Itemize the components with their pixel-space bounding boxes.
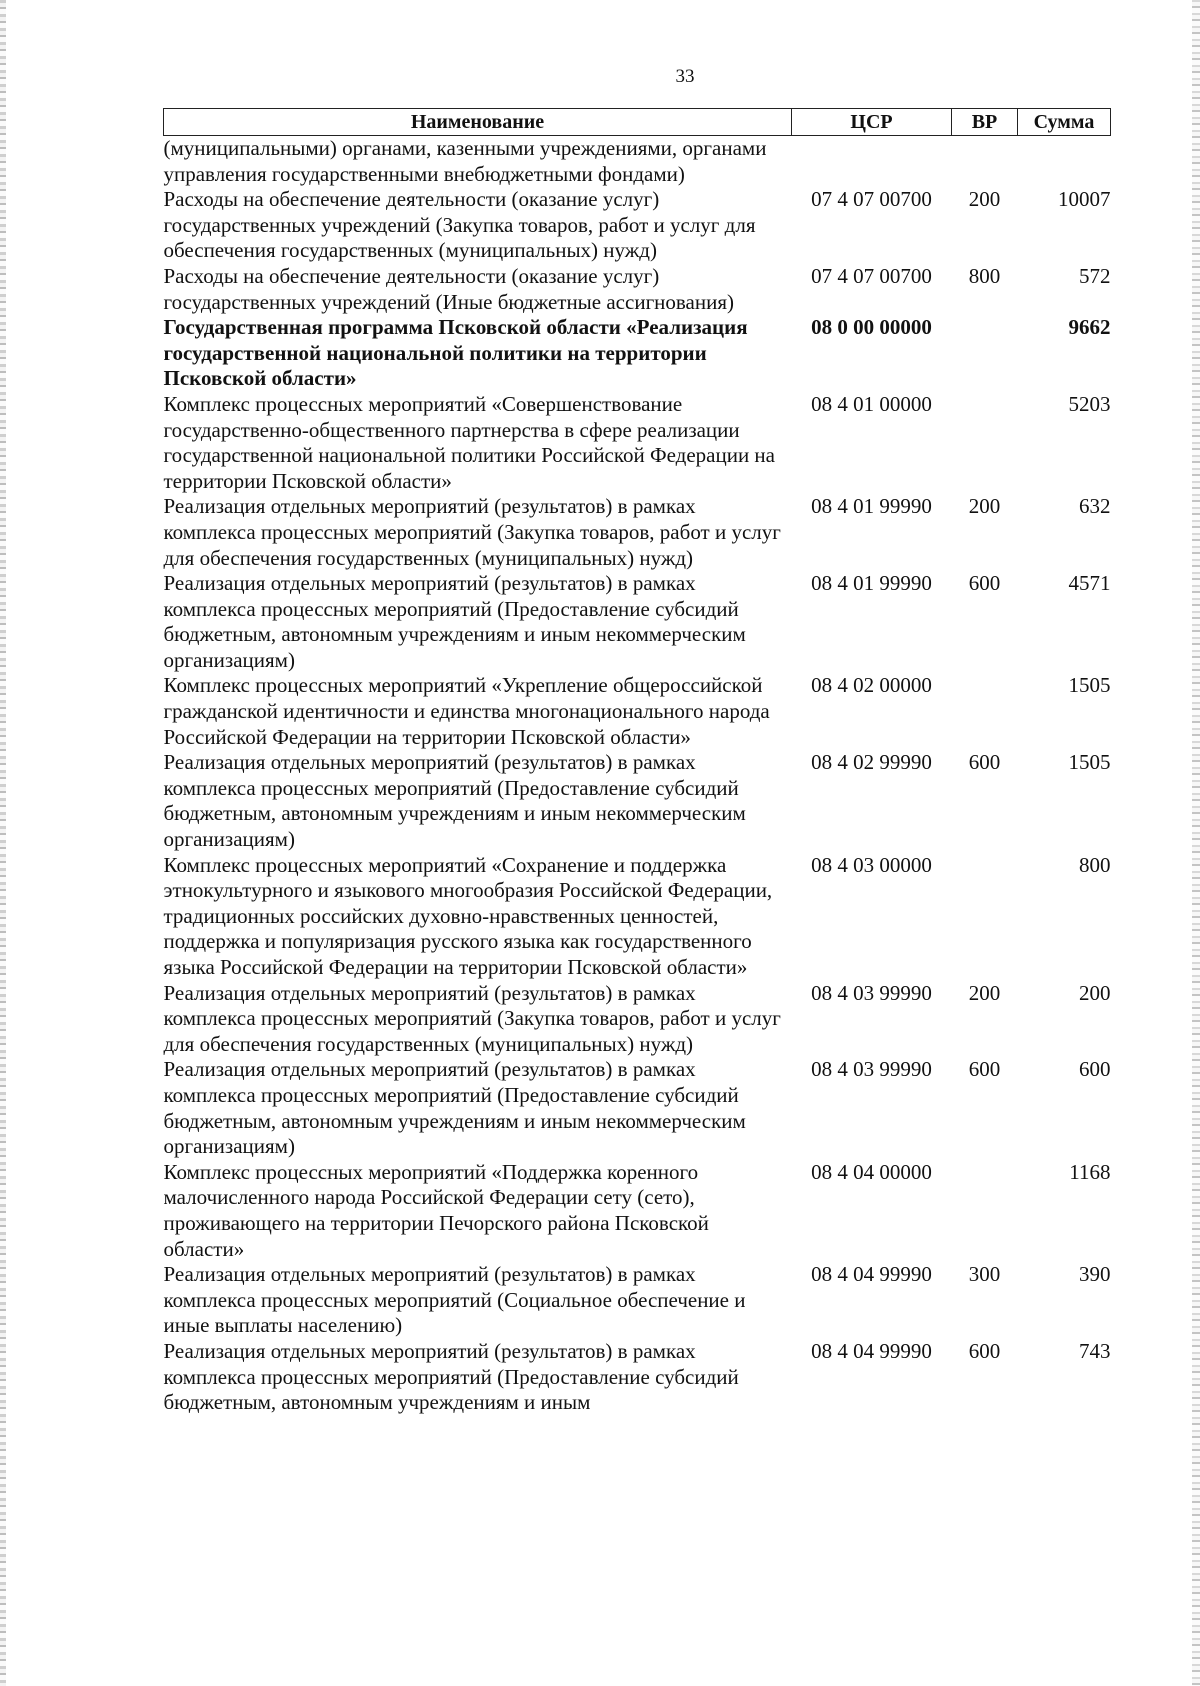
row-csr-cell: 08 4 03 99990 <box>811 1057 932 1082</box>
row-vr-cell <box>952 392 1018 494</box>
row-name-cell: Реализация отдельных мероприятий (результатов) в рамках комплекса процессных мероприятий (Закупка товаров, работ и услуг для обеспечения государственных (муниципальных) нужд) <box>163 494 781 570</box>
row-csr-cell: 08 4 04 99990 <box>811 1338 932 1363</box>
row-vr-cell: 200 <box>968 187 1001 212</box>
row-sum-cell: 200 <box>1079 980 1111 1005</box>
row-sum-cell: 390 <box>1079 1262 1111 1287</box>
table-row <box>164 1160 1111 1262</box>
table-row <box>164 315 1111 392</box>
row-sum-cell <box>1018 136 1111 188</box>
row-vr-cell <box>952 1160 1018 1262</box>
row-csr-cell <box>792 136 952 188</box>
row-name-cell: Комплекс процессных мероприятий «Сохранение и поддержка этнокультурного и языкового многообразия Российской Федерации, традиционных российских духовно-нравственных ценностей, поддержка и популяризация русского языка как государственного языка Российской Федерации на территории Псковской области» <box>163 852 773 979</box>
row-name-cell: Реализация отдельных мероприятий (результатов) в рамках комплекса процессных мероприятий (Предоставление субсидий бюджетным, автономным учреждениям и иным некоммерческим организациям) <box>163 1057 746 1159</box>
row-csr-cell: 08 4 01 99990 <box>811 494 932 519</box>
row-vr-cell <box>952 315 1018 392</box>
row-name-cell: Расходы на обеспечение деятельности (оказание услуг) государственных учреждений (Иные бюджетные ассигнования) <box>163 263 735 314</box>
row-vr-cell: 300 <box>968 1262 1001 1287</box>
row-csr-cell: 08 4 02 99990 <box>811 750 932 775</box>
row-sum-cell: 1168 <box>1069 1159 1111 1184</box>
table-body <box>164 136 1111 1416</box>
row-csr-cell: 08 4 04 99990 <box>811 1262 932 1287</box>
row-name-cell: Расходы на обеспечение деятельности (оказание услуг) государственных учреждений (Закупка товаров, работ и услуг для обеспечения государственных (муниципальных) нужд) <box>163 187 756 263</box>
row-sum-cell: 632 <box>1079 494 1111 519</box>
row-sum-cell: 4571 <box>1068 571 1111 596</box>
table-row <box>164 136 1111 188</box>
budget-table-container <box>163 108 1110 1416</box>
row-name-cell: (муниципальными) органами, казенными учреждениями, органами управления государственными внебюджетными фондами) <box>163 136 767 186</box>
table-row <box>164 494 1111 571</box>
row-vr-cell: 600 <box>968 1338 1001 1363</box>
row-name-cell: Государственная программа Псковской области «Реализация государственной национальной политики на территории Псковской области» <box>163 315 748 391</box>
row-name-cell: Реализация отдельных мероприятий (результатов) в рамках комплекса процессных мероприятий (Предоставление субсидий бюджетным, автономным учреждениям и иным некоммерческим организациям) <box>163 750 746 852</box>
row-vr-cell: 200 <box>968 980 1001 1005</box>
table-row <box>164 571 1111 673</box>
row-sum-cell: 9662 <box>1068 315 1111 340</box>
table-row <box>164 264 1111 315</box>
row-vr-cell <box>952 853 1018 981</box>
row-name-cell: Реализация отдельных мероприятий (результатов) в рамках комплекса процессных мероприятий (Предоставление субсидий бюджетным, автономным учреждениям и иным некоммерческим организациям) <box>163 571 746 672</box>
row-sum-cell: 600 <box>1079 1057 1111 1082</box>
row-vr-cell: 800 <box>968 263 1001 288</box>
row-csr-cell: 07 4 07 00700 <box>811 187 932 212</box>
header-name: Наименование <box>164 109 792 136</box>
row-name-cell: Реализация отдельных мероприятий (результатов) в рамках комплекса процессных мероприятий (Социальное обеспечение и иные выплаты населению) <box>163 1262 746 1338</box>
row-sum-cell: 1505 <box>1068 750 1111 775</box>
row-name-cell: Комплекс процессных мероприятий «Совершенствование государственно-общественного партнерства в сфере реализации государственной национальной политики Российской Федерации на территории Псковской области» <box>163 391 775 493</box>
row-csr-cell: 08 4 01 99990 <box>811 571 932 596</box>
page-number: 33 <box>675 66 695 87</box>
table-row <box>164 981 1111 1058</box>
table-row <box>164 1057 1111 1159</box>
table-row <box>164 673 1111 750</box>
table-row <box>164 392 1111 494</box>
row-sum-cell: 5203 <box>1068 391 1111 416</box>
budget-table <box>163 108 1111 1416</box>
row-sum-cell: 10007 <box>1058 187 1111 212</box>
row-csr-cell: 08 4 03 00000 <box>811 852 932 877</box>
row-vr-cell <box>952 673 1018 750</box>
row-sum-cell: 1505 <box>1068 673 1111 698</box>
row-csr-cell: 08 4 03 99990 <box>811 980 932 1005</box>
table-header-row <box>164 109 1111 136</box>
row-sum-cell: 572 <box>1079 263 1111 288</box>
row-vr-cell: 600 <box>968 750 1001 775</box>
table-row <box>164 1262 1111 1339</box>
row-sum-cell: 800 <box>1079 852 1111 877</box>
row-csr-cell: 08 4 04 00000 <box>811 1159 932 1184</box>
scan-edge-left <box>0 0 6 1686</box>
row-name-cell: Реализация отдельных мероприятий (результатов) в рамках комплекса процессных мероприятий (Предоставление субсидий бюджетным, автономным учреждениям и иным <box>163 1338 739 1415</box>
row-csr-cell: 07 4 07 00700 <box>811 263 932 288</box>
row-name-cell: Комплекс процессных мероприятий «Укрепление общероссийской гражданской идентичности и единства многонационального народа Российской Федерации на территории Псковской области» <box>163 673 770 749</box>
row-name-cell: Реализация отдельных мероприятий (результатов) в рамках комплекса процессных мероприятий (Закупка товаров, работ и услуг для обеспечения государственных (муниципальных) нужд) <box>163 980 781 1056</box>
table-row <box>164 1339 1111 1416</box>
row-name-cell: Комплекс процессных мероприятий «Поддержка коренного малочисленного народа Российской Федерации сету (сето), проживающего на территории Печорского района Псковской области» <box>163 1159 709 1261</box>
header-sum: Сумма <box>1018 109 1111 136</box>
table-row <box>164 750 1111 852</box>
table-row <box>164 853 1111 981</box>
row-sum-cell: 743 <box>1079 1338 1111 1363</box>
header-csr: ЦСР <box>792 109 952 136</box>
row-csr-cell: 08 0 00 00000 <box>811 315 932 340</box>
row-vr-cell <box>952 136 1018 188</box>
row-csr-cell: 08 4 01 00000 <box>811 391 932 416</box>
header-vr: ВР <box>952 109 1018 136</box>
row-vr-cell: 600 <box>968 1057 1001 1082</box>
table-row <box>164 187 1111 264</box>
row-vr-cell: 200 <box>968 494 1001 519</box>
row-csr-cell: 08 4 02 00000 <box>811 673 932 698</box>
row-vr-cell: 600 <box>968 571 1001 596</box>
scan-edge-right <box>1192 0 1200 1686</box>
